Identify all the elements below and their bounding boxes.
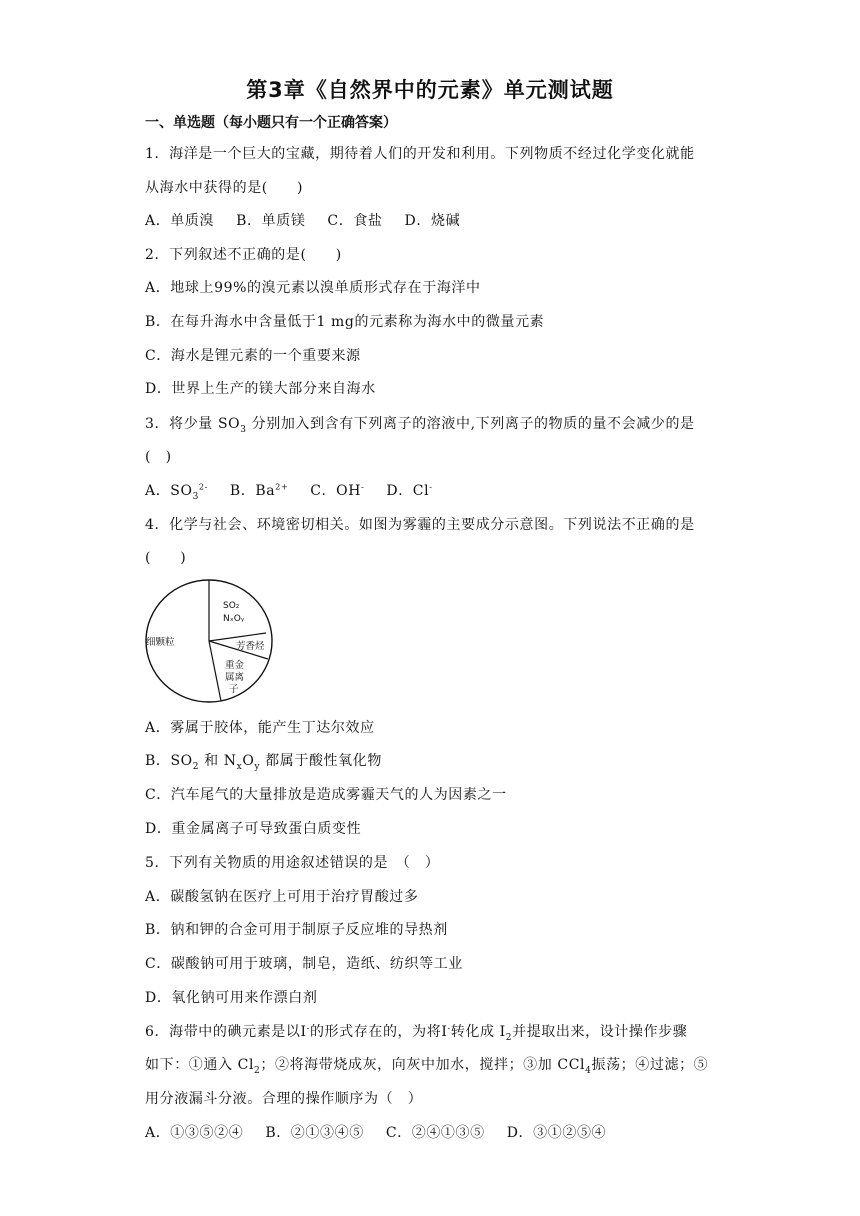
q1-option-b: B．单质镁 (236, 213, 306, 229)
section-heading: 一、单选题（每小题只有一个正确答案） (145, 115, 397, 131)
q1-option-c: C．食盐 (327, 213, 383, 229)
q3-option-d: D．Cl- (386, 482, 433, 499)
q2-option-a: A．地球上99%的溴元素以溴单质形式存在于海洋中 (145, 280, 481, 296)
label-aromatic: 芳香烃 (236, 641, 265, 652)
q4-option-a: A．雾属于胶体，能产生丁达尔效应 (145, 720, 375, 736)
q2-option-d: D．世界上生产的镁大部分来自海水 (145, 381, 376, 397)
q6-stem-line3: 用分液漏斗分液。合理的操作顺序为（ ） (145, 1091, 423, 1107)
q4-option-b: B．$SO_2$ 和 $N_xO_y$ 都属于酸性氧化物 (145, 753, 382, 772)
q3-text: 3．将少量 SO (145, 416, 241, 432)
q2-stem: 2．下列叙述不正确的是( ) (145, 247, 342, 263)
q6-option-d: D．③①②⑤④ (506, 1125, 607, 1141)
label-heavy-3: 子 (229, 684, 239, 695)
page-title: 第3章《自然界中的元素》单元测试题 (246, 78, 614, 102)
q3-stem-line2: ( ) (145, 449, 172, 465)
q3-sub: 3 (240, 424, 247, 435)
q3-option-c: C．OH- (310, 482, 365, 499)
q1-options (145, 210, 482, 230)
label-fine-particles: 细颗粒 (146, 637, 175, 648)
q5-option-d: D．氧化钠可用来作漂白剂 (145, 990, 318, 1006)
q5-option-a: A．碳酸氢钠在医疗上可用于治疗胃酸过多 (145, 889, 419, 905)
haze-composition-diagram (143, 577, 275, 705)
q3-options (145, 480, 455, 502)
q3-stem-line1 (145, 413, 695, 435)
q4-option-d: D．重金属离子可导致蛋白质变性 (145, 821, 362, 837)
q5-option-c: C．碳酸钠可用于玻璃，制皂，造纸、纺织等工业 (145, 956, 463, 972)
q4-stem-line2: ( ) (145, 550, 187, 566)
q3-text-post: 分别加入到含有下列离子的溶液中,下列离子的物质的量不会减少的是 (246, 416, 695, 432)
q1-stem-line2: 从海水中获得的是( ) (145, 180, 304, 196)
q6-stem-line2: 如下：①通入 $Cl_2$；②将海带烧成灰，向灰中加水，搅拌；③加 CCl$_4$振荡；④过滤；⑤ (145, 1057, 709, 1076)
q1-stem-line1: 1．海洋是一个巨大的宝藏，期待着人们的开发和利用。下列物质不经过化学变化就能 (145, 146, 695, 162)
label-heavy-1: 重金 (225, 660, 245, 671)
q6-option-a: A．①③⑤②④ (145, 1125, 244, 1141)
q3-option-b: B．$Ba^{2+}$ (229, 482, 289, 499)
q6-option-c: C．②④①③⑤ (385, 1125, 485, 1141)
q1-option-a: A．单质溴 (145, 213, 215, 229)
q2-option-b: B．在每升海水中含量低于1 mg的元素称为海水中的微量元素 (145, 314, 545, 330)
q3-option-a: A．$SO_3^{2-}$ (145, 482, 208, 502)
q2-option-c: C．海水是锂元素的一个重要来源 (145, 348, 361, 364)
q1-option-d: D．烧碱 (404, 213, 461, 229)
label-so2: SO₂ (223, 601, 240, 611)
q6-option-b: B．②①③④⑤ (265, 1125, 364, 1141)
label-heavy-2: 属离 (225, 672, 245, 683)
q4-stem-line1: 4．化学与社会、环境密切相关。如图为雾霾的主要成分示意图。下列说法不正确的是 (145, 517, 695, 533)
q5-stem: 5．下列有关物质的用途叙述错误的是 （ ） (145, 855, 440, 871)
q5-option-b: B．钠和钾的合金可用于制原子反应堆的导热剂 (145, 922, 448, 938)
q4-option-c: C．汽车尾气的大量排放是造成雾霾天气的人为因素之一 (145, 787, 507, 803)
q6-stem-line1: 6．海带中的碘元素是以Ⅰ-的形式存在的，为将Ⅰ-转化成 $I_2$并提取出来，设计操作步骤 (145, 1023, 688, 1043)
label-nxoy: NₓOᵧ (223, 614, 245, 624)
q6-options (145, 1122, 628, 1142)
